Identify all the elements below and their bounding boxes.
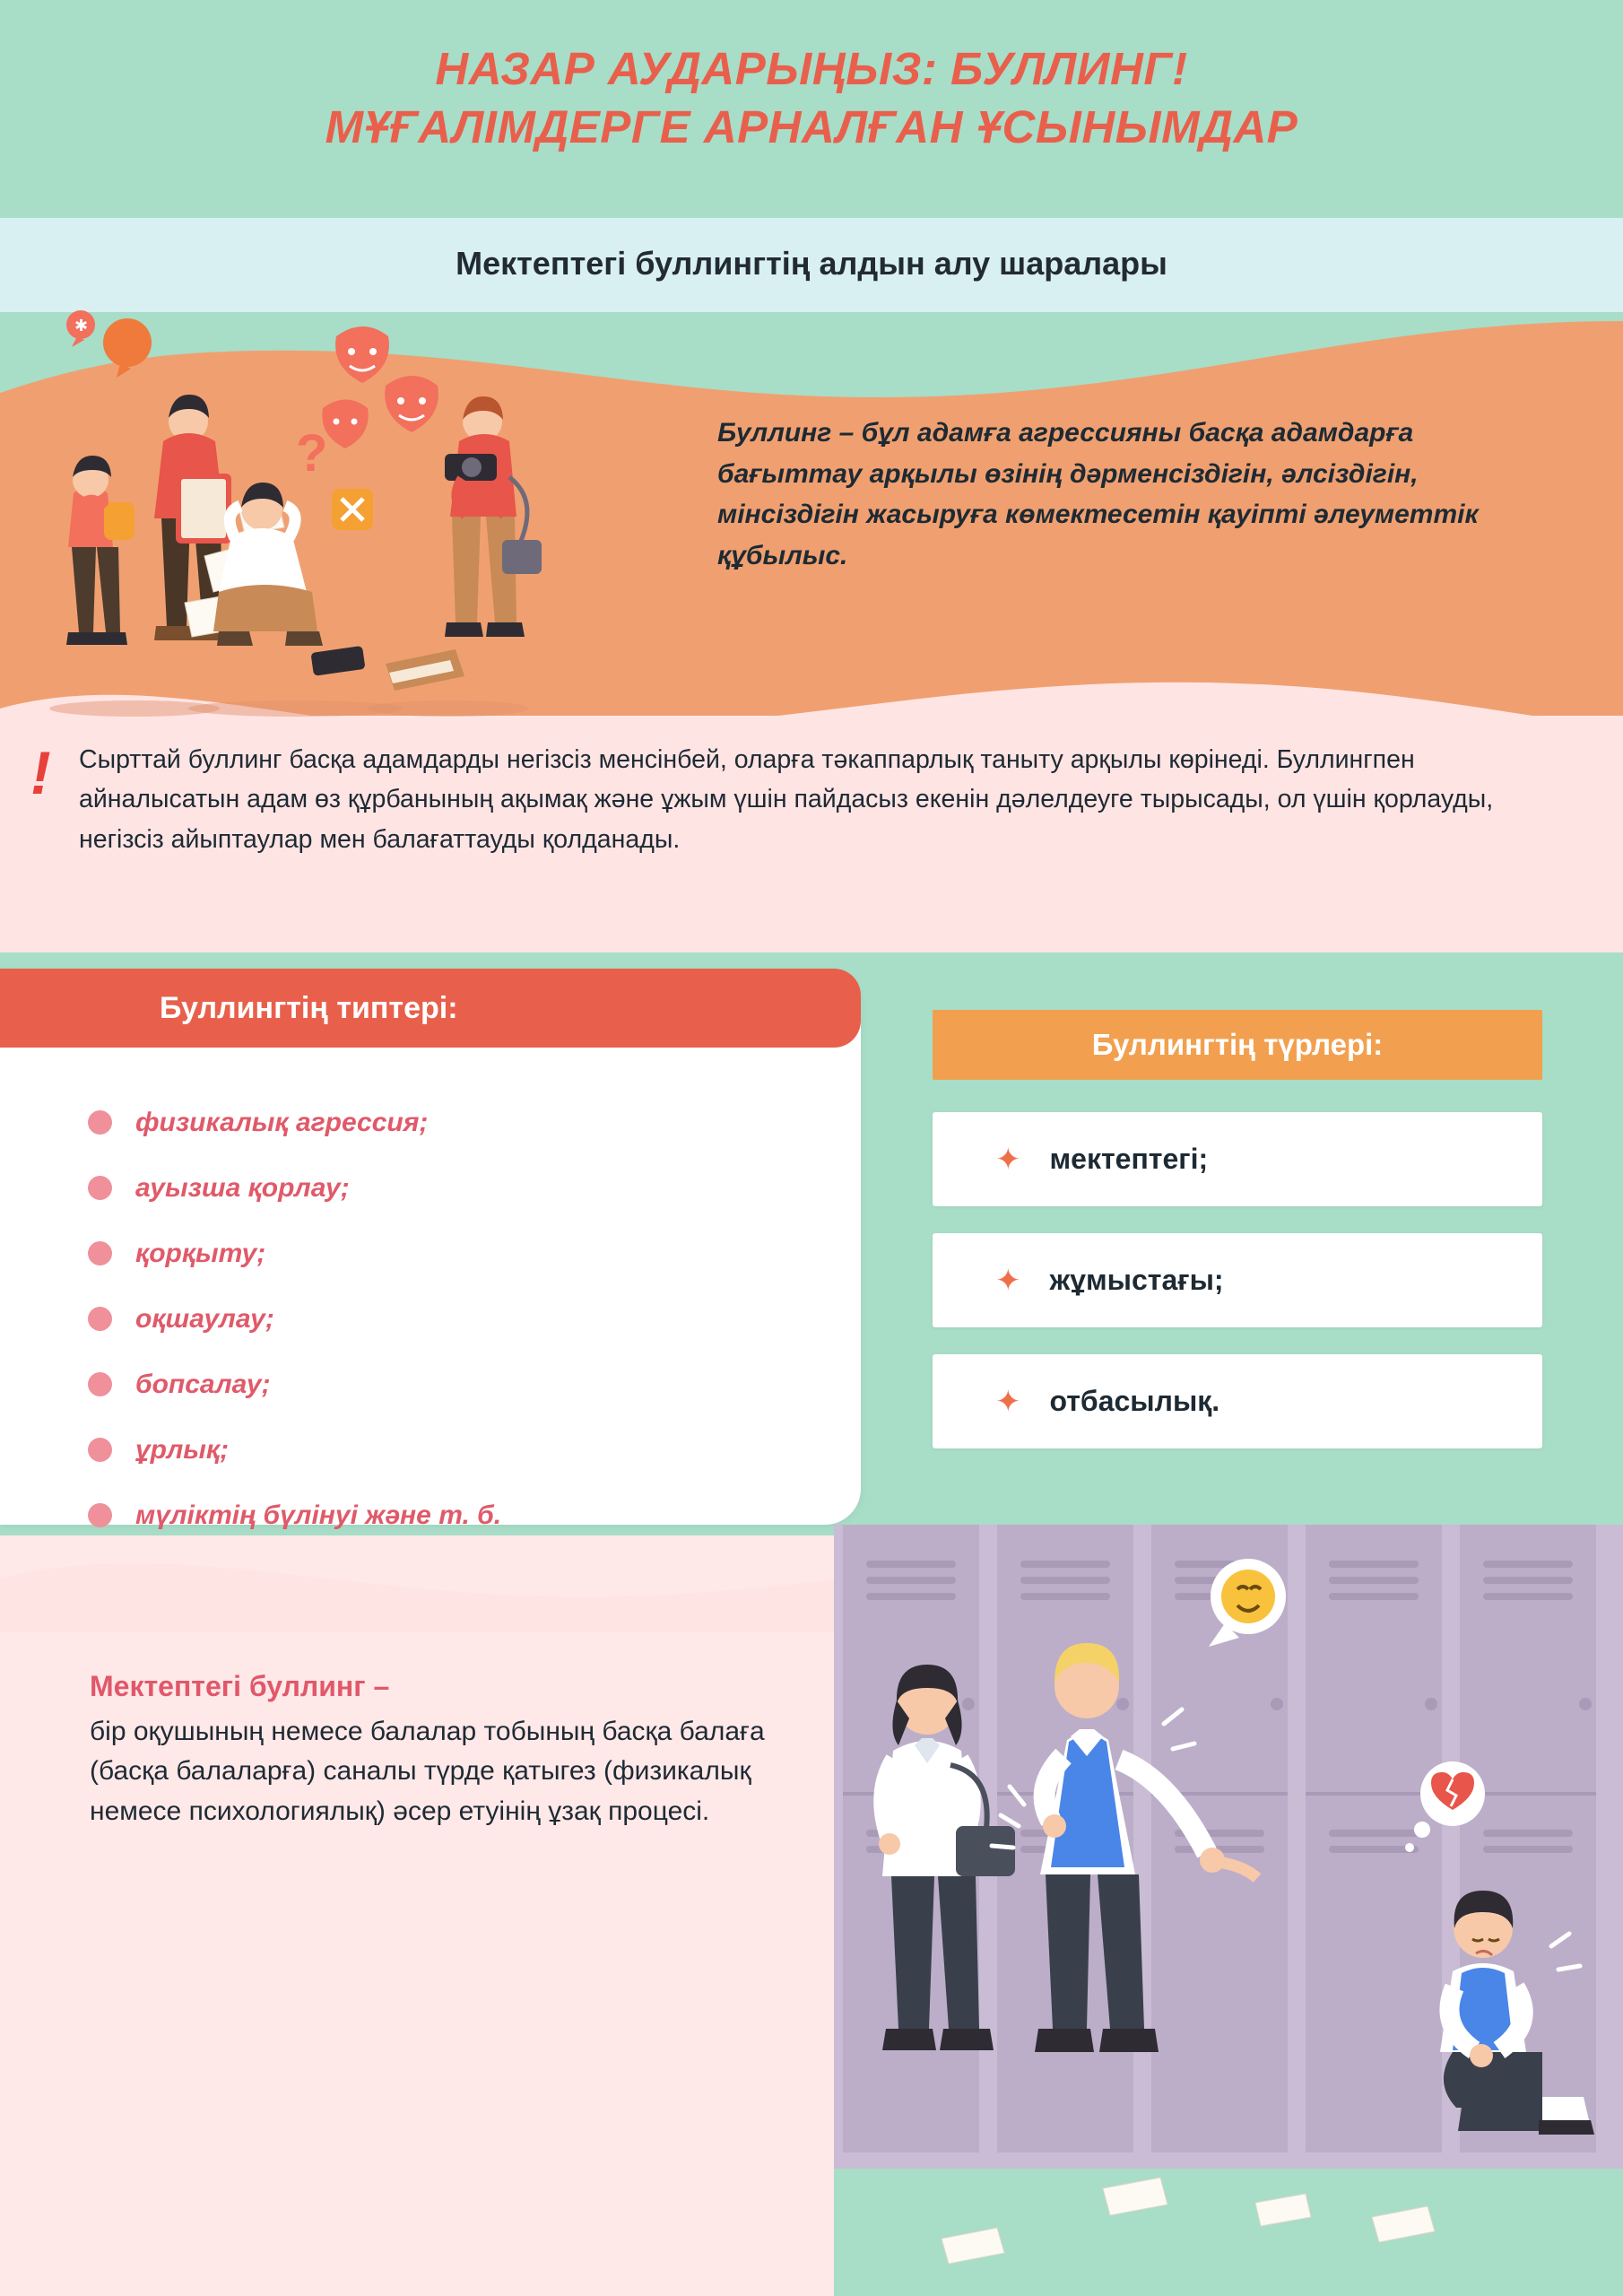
kinds-item-2 bbox=[933, 1233, 1542, 1327]
bullet-dot-icon bbox=[88, 1503, 112, 1527]
list-item-label: бопсалау; bbox=[135, 1369, 271, 1399]
list-item bbox=[88, 1155, 823, 1221]
school-bullying-block bbox=[90, 1670, 798, 1831]
list-item bbox=[88, 1221, 823, 1286]
page-title bbox=[0, 39, 1623, 157]
list-item bbox=[88, 1286, 823, 1352]
star-bullet-icon: ✦ bbox=[995, 1384, 1021, 1419]
bullet-dot-icon bbox=[88, 1176, 112, 1200]
illustration-school-lockers bbox=[834, 1525, 1623, 2296]
definition-text bbox=[717, 413, 1542, 576]
illustration-bullying-group bbox=[27, 287, 708, 735]
kinds-item-1 bbox=[933, 1112, 1542, 1206]
bullet-dot-icon bbox=[88, 1241, 112, 1265]
kinds-item-3 bbox=[933, 1354, 1542, 1448]
definition-body: – бұл адамға агрессияны басқа адамдарға бағыттау арқылы өзінің дәрменсіздігін, әлсіздігін, мінсіздігін жасыруға көмектесетін қауіпті әлеуметтік құбылыс. bbox=[717, 418, 1479, 570]
kinds-item-label: мектептегі; bbox=[1049, 1143, 1209, 1175]
types-list bbox=[88, 1090, 823, 1548]
kinds-heading: Буллингтің түрлері: bbox=[933, 1010, 1542, 1080]
bullet-dot-icon bbox=[88, 1438, 112, 1462]
svg-text:?: ? bbox=[296, 424, 328, 483]
subtitle: Мектептегі буллингтің алдын алу шаралары bbox=[456, 245, 1167, 282]
list-item-label: ауызша қорлау; bbox=[135, 1172, 350, 1203]
list-item bbox=[88, 1417, 823, 1483]
warning-paragraph: Сырттай буллинг басқа адамдарды негізсіз менсінбей, оларға тәкаппарлық таныту арқылы көрінеді. Буллингпен айналысатын адам өз құрбанының ақымақ және ұжым үшін пайдасыз екенін дәлелдеуге тырысады, ол үшін қорлауды, негізсіз айыптаулар мен балағаттауды қолданады. bbox=[79, 745, 1494, 854]
school-bullying-text: бір оқушының немесе балалар тобының басқа балаға (басқа балаларға) саналы түрде қатыгез (физикалық немесе психологиялық) әсер етуінің ұзақ процесі. bbox=[90, 1717, 765, 1826]
list-item-label: ұрлық; bbox=[135, 1434, 230, 1465]
list-item-label: мүліктің бүлінуі және т. б. bbox=[135, 1500, 502, 1530]
list-item bbox=[88, 1483, 823, 1548]
list-item bbox=[88, 1090, 823, 1155]
kinds-item-label: отбасылық. bbox=[1049, 1385, 1220, 1417]
kinds-item-label: жұмыстағы; bbox=[1049, 1264, 1224, 1296]
page-title-line1: НАЗАР АУДАРЫҢЫЗ: БУЛЛИНГ! bbox=[435, 43, 1188, 94]
types-heading: Буллингтің типтері: bbox=[0, 969, 861, 1048]
svg-text:✱: ✱ bbox=[74, 317, 89, 335]
definition-keyword: Буллинг bbox=[717, 418, 832, 448]
list-item-label: оқшаулау; bbox=[135, 1303, 274, 1334]
exclamation-icon: ! bbox=[30, 739, 51, 807]
star-bullet-icon: ✦ bbox=[995, 1263, 1021, 1298]
bullet-dot-icon bbox=[88, 1110, 112, 1135]
list-item-label: қорқыту; bbox=[135, 1238, 266, 1268]
list-item-label: физикалық агрессия; bbox=[135, 1107, 429, 1137]
school-bullying-title: Мектептегі буллинг – bbox=[90, 1670, 390, 1702]
bullet-dot-icon bbox=[88, 1372, 112, 1396]
bullet-dot-icon bbox=[88, 1307, 112, 1331]
page-title-line2: МҰҒАЛІМДЕРГЕ АРНАЛҒАН ҰСЫНЫМДАР bbox=[325, 101, 1298, 153]
list-item bbox=[88, 1352, 823, 1417]
star-bullet-icon: ✦ bbox=[995, 1142, 1021, 1177]
